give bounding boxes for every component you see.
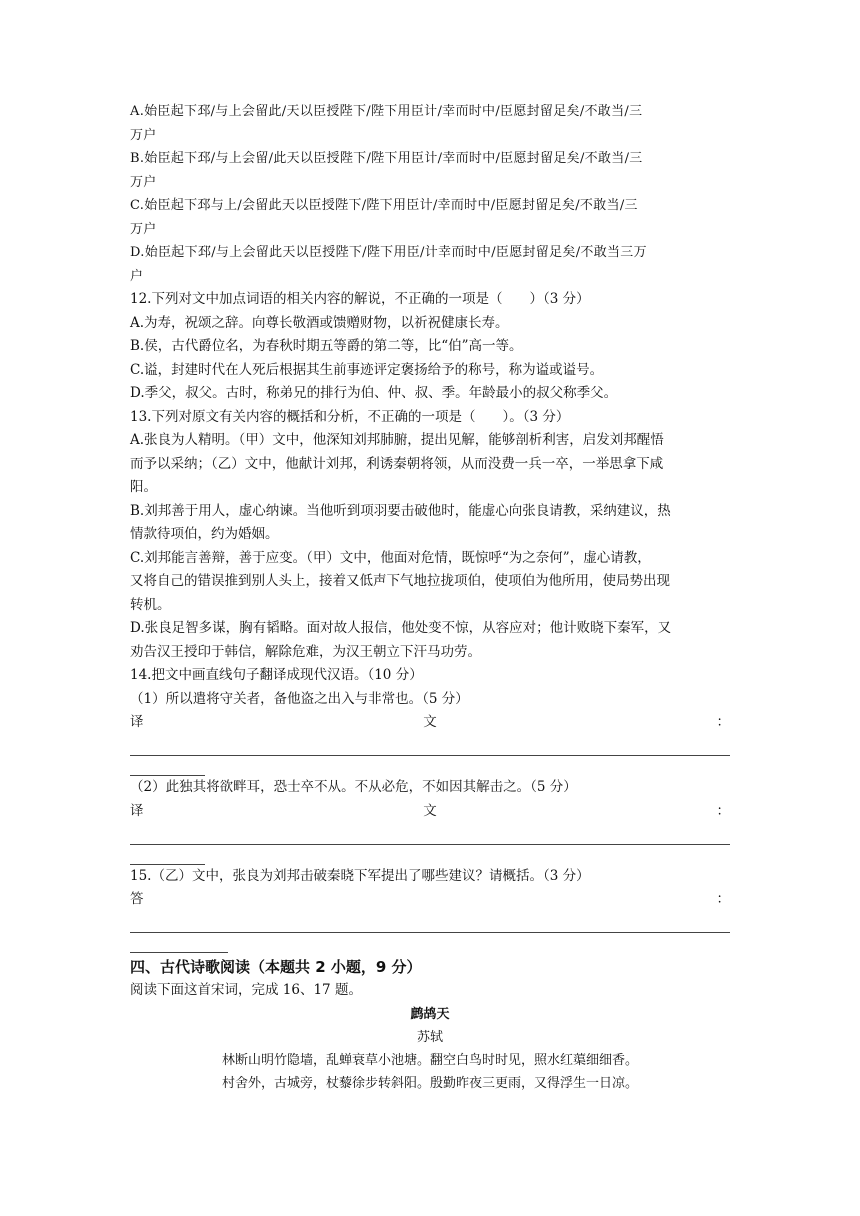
q14-sentence-2: （2）此独其将欲畔耳，恐士卒不从。不从必危，不如因其解击之。（5 分） <box>130 779 577 795</box>
q11-option-c-line1: C.始臣起下邳与上/会留此天以臣授陛下/陛下用臣计/幸而时中/臣愿封留足矣/不敢当/三 <box>130 198 638 213</box>
q13-option-d-line1: D.张良足智多谋，胸有韬略。面对故人报信，他处变不惊，从容应对；他计败晓下秦军，又 <box>130 620 672 636</box>
q15-answer-label <box>130 888 730 911</box>
q13-option-a-line1: A.张良为人精明。（甲）文中，他深知刘邦肺腑，提出见解，能够剖析利害，启发刘邦醒悟 <box>130 432 664 448</box>
question-13 <box>130 406 730 665</box>
poem-line-1: 林断山明竹隐墙，乱蝉衰草小池塘。翻空白鸟时时见，照水红蕖细细香。 <box>221 1052 638 1068</box>
q11-option-b-line1: B.始臣起下邳/与上会留/此天以臣授陛下/陛下用臣计/幸而时中/臣愿封留足矣/不敢当/三 <box>130 151 643 166</box>
question-12 <box>130 288 730 406</box>
q13-option-d-line2: 劝告汉王授印于韩信，解除危难，为汉王朝立下汗马功劳。 <box>130 643 481 660</box>
answer-label-wen: 文 <box>423 714 437 730</box>
poem-line-2: 村舍外，古城旁，杖藜徐步转斜阳。殷勤昨夜三更雨，又得浮生一日凉。 <box>221 1075 638 1091</box>
q15-stem: 15.（乙）文中，张良为刘邦击破秦晓下军提出了哪些建议？请概括。（3 分） <box>130 867 590 884</box>
q13-option-c-line1: C.刘邦能言善辩，善于应变。（甲）文中，他面对危情，既惊呼“为之奈何”，虚心请教， <box>130 549 651 566</box>
q14-sentence-1: （1）所以遣将守关者，备他盗之出入与非常也。（5 分） <box>130 690 469 707</box>
q12-option-c: C.谥，封建时代在人死后根据其生前事迹评定褒扬给予的称号，称为谥或谥号。 <box>130 361 604 378</box>
q13-option-c-line3: 转机。 <box>130 596 171 613</box>
q15-answer-line-tail[interactable] <box>130 952 228 953</box>
q11-option-d-line2: 户 <box>130 268 144 284</box>
q12-option-a: A.为寿，祝颂之辞。向尊长敬酒或馈赠财物，以祈祝健康长寿。 <box>130 314 509 331</box>
q11-option-d-line1: D.始臣起下邳/与上会留此天以臣授陛下/陛下用臣/计幸而时中/臣愿封留足矣/不敢当三万 <box>130 245 647 260</box>
q12-option-d: D.季父，叔父。古时，称弟兄的排行为伯、仲、叔、季。年龄最小的叔父称季父。 <box>130 385 618 401</box>
answer-label-wen: 文 <box>423 802 437 819</box>
q14-answer-1-label <box>130 711 730 734</box>
answer-label-da: 答 <box>130 891 144 907</box>
q11-option-a-line2: 万户 <box>130 127 157 143</box>
q13-stem: 13.下列对原文有关内容的概括和分析，不正确的一项是（ ）。（3 分） <box>130 408 570 425</box>
q13-option-b-line1: B.刘邦善于用人，虚心纳谏。当他听到项羽要击破他时，能虚心向张良请教，采纳建议，热 <box>130 502 671 519</box>
q13-option-a-line3: 阳。 <box>130 479 157 495</box>
q14-answer-2-line[interactable] <box>130 844 730 845</box>
q13-option-a-line2: 而予以采纳；（乙）文中，他献计刘邦，利诱秦朝将领，从而没费一兵一卒，一举思拿下咸 <box>130 455 664 472</box>
q11-option-a-line1: A.始臣起下邳/与上会留此/天以臣授陛下/陛下用臣计/幸而时中/臣愿封留足矣/不敢当/三 <box>130 104 643 119</box>
q13-option-c-line2: 又将自己的错误推到别人头上，接着又低声下气地拉拢项伯，使项伯为他所用，使局势出现 <box>130 573 670 589</box>
q11-option-b-line2: 万户 <box>130 174 157 190</box>
question-14 <box>130 664 730 865</box>
q11-option-c-line2: 万户 <box>130 221 157 237</box>
q14-answer-1-line[interactable] <box>130 755 730 756</box>
section-4 <box>130 955 730 1095</box>
question-15 <box>130 865 730 954</box>
answer-label-yi: 译 <box>130 714 144 730</box>
poem-author: 苏轼 <box>416 1029 443 1045</box>
q13-option-b-line2: 情款待项伯，约为婚姻。 <box>130 526 279 542</box>
exam-page <box>130 100 730 1095</box>
section-4-heading: 四、古代诗歌阅读（本题共 2 小题，9 分） <box>130 958 422 976</box>
answer-label-colon: ： <box>716 891 730 907</box>
q14-answer-2-label <box>130 800 730 823</box>
q12-option-b: B.侯，古代爵位名，为春秋时期五等爵的第二等，比“伯”高一等。 <box>130 338 523 354</box>
poem-title: 鹧鸪天 <box>410 1006 450 1022</box>
q15-answer-line[interactable] <box>130 932 730 933</box>
section-4-intro: 阅读下面这首宋词，完成 16、17 题。 <box>130 982 362 998</box>
answer-label-yi: 译 <box>130 802 144 819</box>
answer-label-colon: ： <box>716 802 730 819</box>
answer-label-colon: ： <box>716 714 730 730</box>
q11-options <box>130 100 730 288</box>
q12-stem: 12.下列对文中加点词语的相关内容的解说，不正确的一项是（ ）（3 分） <box>130 291 590 307</box>
q14-stem: 14.把文中画直线句子翻译成现代汉语。（10 分） <box>130 667 423 683</box>
